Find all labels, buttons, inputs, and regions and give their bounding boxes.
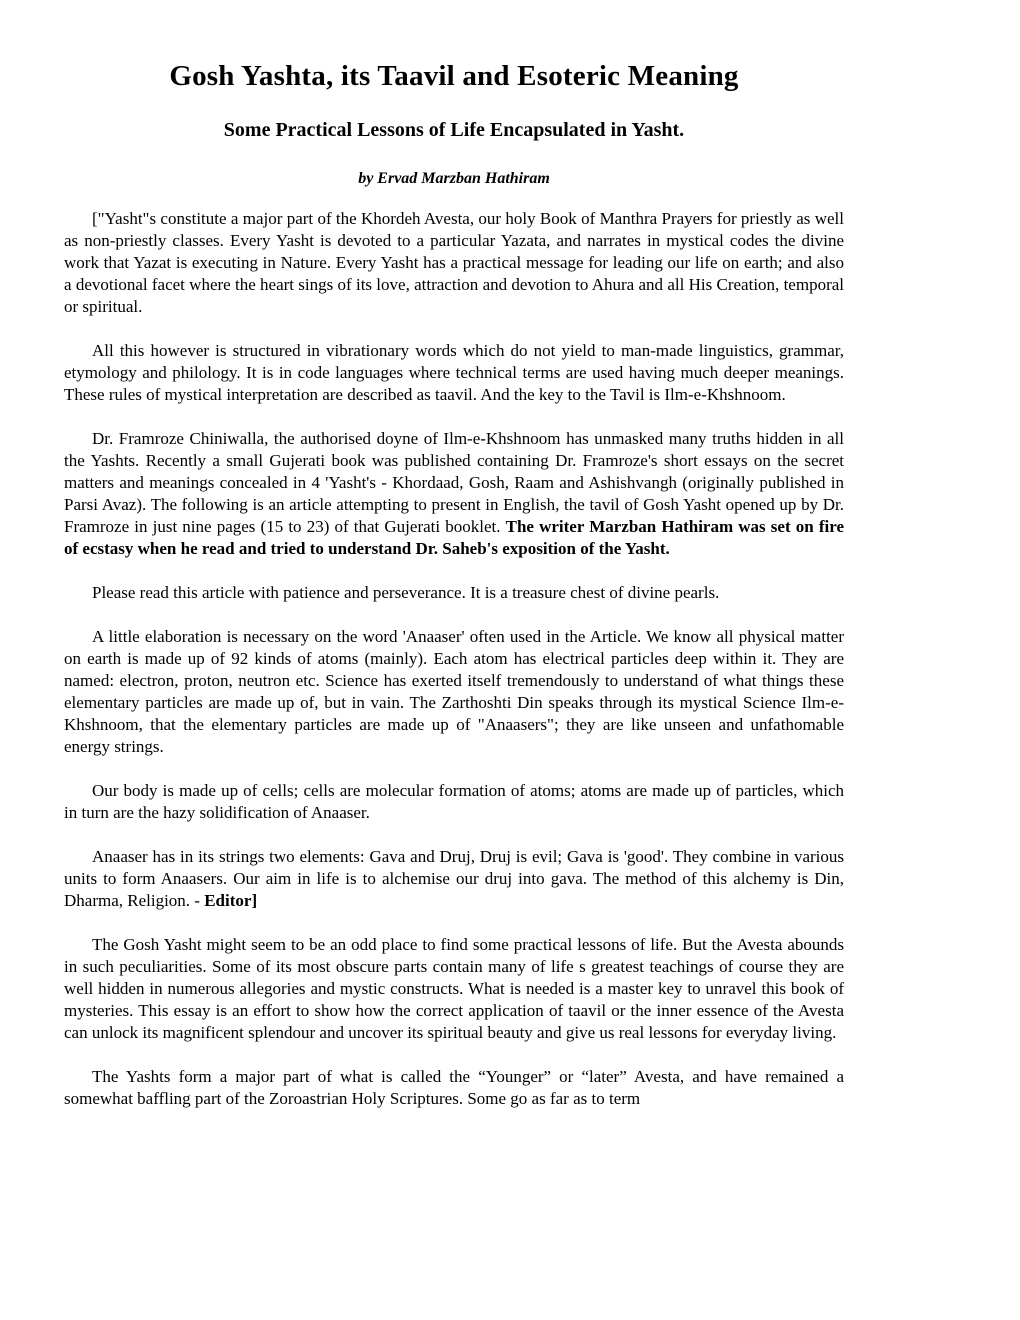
paragraph-text: Anaaser has in its strings two elements: Gava and Druj, Druj is evil; Gava is 'good'. They combine in various units to form Anaasers. Our aim in life is to alchemise our druj into gava. The method of this alchemy is Din, Dharma, Religion. - bbox=[64, 847, 844, 910]
paragraph-text: Our body is made up of cells; cells are molecular formation of atoms; atoms are made up of particles, which in turn are the hazy solidification of Anaaser. bbox=[64, 781, 844, 822]
paragraph-text: All this however is structured in vibrationary words which do not yield to man-made linguistics, grammar, etymology and philology. It is in code languages where technical terms are used having much deeper meanings. These rules of mystical interpretation are described as taavil. And the key to the Tavil is Ilm-e-Khshnoom. bbox=[64, 341, 844, 404]
paragraph-text: A little elaboration is necessary on the word 'Anaaser' often used in the Article. We know all physical matter on earth is made up of 92 kinds of atoms (mainly). Each atom has electrical particles deep within it. They are named: electron, proton, neutron etc. Science has exerted itself tremendously to understand of what things these elementary particles are made up of, but in vain. The Zarthoshti Din speaks through its mystical Science Ilm-e-Khshnoom, that the elementary particles are made up of "Anaasers"; they are like unseen and unfathomable energy strings. bbox=[64, 627, 844, 756]
paragraph bbox=[64, 1066, 844, 1110]
paragraph bbox=[64, 846, 844, 912]
paragraph bbox=[64, 340, 844, 406]
page-title: Gosh Yashta, its Taavil and Esoteric Meaning bbox=[169, 60, 739, 92]
paragraph-bold-text: The writer Marzban Hathiram was set on fire of ecstasy when he read and tried to understand Dr. Saheb's exposition of the Yasht. bbox=[64, 517, 844, 558]
page-subtitle: Some Practical Lessons of Life Encapsulated in Yasht. bbox=[223, 119, 685, 141]
paragraph-text: The Yashts form a major part of what is called the “Younger” or “later” Avesta, and have remained a somewhat baffling part of the Zoroastrian Holy Scriptures. Some go as far as to term bbox=[64, 1067, 844, 1108]
paragraph bbox=[64, 208, 844, 318]
paragraph bbox=[64, 780, 844, 824]
paragraph-text: Dr. Framroze Chiniwalla, the authorised doyne of Ilm-e-Khshnoom has unmasked many truths hidden in all the Yashts. Recently a small Gujerati book was published containing Dr. Framroze's short essays on the secret matters and meanings concealed in 4 'Yasht's - Khordaad, Gosh, Raam and Ashishvangh (originally published in Parsi Avaz). The following is an article attempting to present in English, the tavil of Gosh Yasht opened up by Dr. Framroze in just nine pages (15 to 23) of that Gujerati booklet. bbox=[64, 429, 844, 536]
paragraph-bold-text: Editor] bbox=[204, 891, 258, 910]
paragraph bbox=[64, 582, 844, 604]
paragraph bbox=[64, 626, 844, 758]
paragraph bbox=[64, 428, 844, 560]
byline: by Ervad Marzban Hathiram bbox=[358, 170, 550, 187]
paragraph-text: Please read this article with patience and perseverance. It is a treasure chest of divine pearls. bbox=[92, 583, 720, 602]
article-body bbox=[64, 208, 844, 1110]
paragraph bbox=[64, 934, 844, 1044]
paragraph-text: The Gosh Yasht might seem to be an odd place to find some practical lessons of life. But the Avesta abounds in such peculiarities. Some of its most obscure parts contain many of life s greatest teachings of course they are well hidden in numerous allegories and mystic constructs. What is needed is a master key to unravel this book of mysteries. This essay is an effort to show how the correct application of taavil or the inner essence of the Avesta can unlock its magnificent splendour and uncover its spiritual beauty and give us real lessons for everyday living. bbox=[64, 935, 844, 1042]
paragraph-text: ["Yasht"s constitute a major part of the Khordeh Avesta, our holy Book of Manthra Prayers for priestly as well as non-priestly classes. Every Yasht is devoted to a particular Yazata, and narrates in mystical codes the divine work that Yazat is executing in Nature. Every Yasht has a practical message for leading our life on earth; and also a devotional facet where the heart sings of its love, attraction and devotion to Ahura and all His Creation, temporal or spiritual. bbox=[64, 209, 844, 316]
